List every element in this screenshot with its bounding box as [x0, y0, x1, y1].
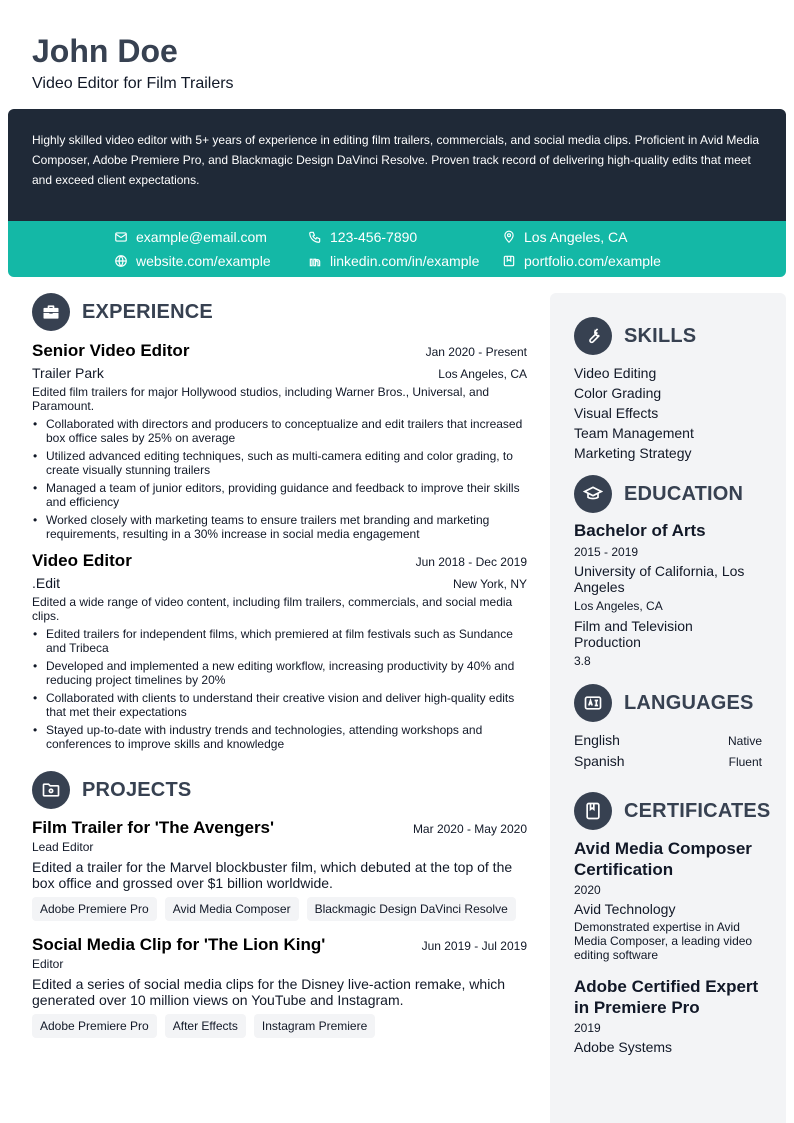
globe-icon	[114, 254, 128, 268]
job-bullets	[32, 627, 527, 751]
summary-panel	[8, 109, 786, 221]
map-pin-icon	[502, 230, 516, 244]
edu-school: University of California, Los Angeles	[574, 563, 745, 595]
edu-years: 2015 - 2019	[574, 545, 639, 559]
edu-degree: Bachelor of Arts	[574, 521, 706, 540]
projects-badge	[32, 771, 70, 809]
job-description: Edited a wide range of video content, including film trailers, commercials, and social media clips.	[32, 595, 513, 623]
job-dates: Jan 2020 - Present	[425, 345, 527, 359]
languages-title: LANGUAGES	[624, 691, 754, 714]
tag: Instagram Premiere	[254, 1014, 375, 1038]
certificates-header	[574, 792, 771, 830]
cert-issuer: Adobe Systems	[574, 1039, 673, 1055]
sidebar	[550, 293, 786, 1123]
job-company: Trailer Park	[32, 365, 104, 381]
project-tags	[32, 897, 527, 921]
skill-item: Video Editing	[574, 365, 657, 381]
skills-title: SKILLS	[624, 324, 697, 347]
phone-icon	[308, 230, 322, 244]
project-entry	[32, 935, 527, 1038]
contact-portfolio[interactable]	[502, 251, 661, 271]
contact-phone[interactable]	[308, 227, 417, 247]
linkedin-icon	[308, 254, 322, 268]
skill-item: Visual Effects	[574, 405, 659, 421]
project-dates: Mar 2020 - May 2020	[412, 822, 527, 836]
job-bullet: • Collaborated with directors and producers to conceptualize and edit trailers that increased box office sales by 25% on average	[32, 417, 527, 445]
contact-linkedin[interactable]	[308, 251, 479, 271]
language-icon	[583, 693, 603, 713]
graduation-cap-icon	[583, 484, 603, 504]
experience-badge	[32, 293, 70, 331]
contact-website-text: website.com/example	[136, 253, 271, 269]
skill-item: Marketing Strategy	[574, 445, 692, 461]
skill-item: Color Grading	[574, 385, 662, 401]
job-description: Edited film trailers for major Hollywood studios, including Warner Bros., Universal, and Paramount.	[32, 385, 490, 413]
contact-email[interactable]	[114, 227, 267, 247]
skills-badge	[574, 317, 612, 355]
mail-icon	[114, 230, 128, 244]
projects-title: PROJECTS	[82, 778, 192, 801]
job-bullet: • Edited trailers for independent films, which premiered at film festivals such as Sundance and Tribeca	[32, 627, 527, 655]
summary-text: Highly skilled video editor with 5+ years of experience in editing film trailers, commercials, and social media clips. Proficient in Avid Media Composer, Adobe Premiere Pro, and Blackmagic Design DaVinci Resolve. Proven track record of delivering high-quality edits that meet and exceed client expectations.	[32, 133, 760, 187]
certificate-entry	[574, 976, 762, 1055]
edu-gpa: 3.8	[574, 654, 591, 668]
language-name: Spanish	[574, 753, 625, 769]
certificates-badge	[574, 792, 612, 830]
edu-field: Film and Television Production	[574, 618, 693, 650]
languages-list	[574, 730, 762, 772]
main-column	[32, 293, 527, 1038]
job-bullet: • Stayed up-to-date with industry trends and technologies, attending workshops and conferences to improve skills and knowledge	[32, 723, 527, 751]
job-dates: Jun 2018 - Dec 2019	[415, 555, 527, 569]
cert-title: Avid Media Composer Certification	[574, 839, 752, 879]
contact-website[interactable]	[114, 251, 271, 271]
contact-portfolio-text: portfolio.com/example	[524, 253, 661, 269]
language-level: Native	[727, 734, 762, 748]
contact-location-text: Los Angeles, CA	[524, 229, 628, 245]
tag: Adobe Premiere Pro	[32, 897, 157, 921]
project-description: Edited a series of social media clips for the Disney live-action remake, which generated over 10 million views on YouTube and Instagram.	[32, 976, 506, 1008]
cert-year: 2019	[574, 1021, 601, 1035]
briefcase-icon	[41, 302, 61, 322]
education-badge	[574, 475, 612, 513]
tag: Blackmagic Design DaVinci Resolve	[307, 897, 516, 921]
language-name: English	[574, 732, 620, 748]
contact-bar	[8, 221, 786, 277]
language-item	[574, 751, 762, 772]
job-bullet: • Worked closely with marketing teams to ensure trailers met branding and marketing requirements, resulting in a 30% increase in social media engagement	[32, 513, 527, 541]
contact-email-text: example@email.com	[136, 229, 267, 245]
project-tags	[32, 1014, 527, 1038]
language-item	[574, 730, 762, 751]
education-title: EDUCATION	[624, 482, 744, 505]
skills-header	[574, 317, 762, 355]
job-bullet: • Utilized advanced editing techniques, such as multi-camera editing and color grading, to create visually stunning trailers	[32, 449, 527, 477]
job-role: Senior Video Editor	[32, 341, 190, 360]
cert-description: Demonstrated expertise in Avid Media Composer, a leading video editing software	[574, 920, 753, 962]
project-title: Film Trailer for 'The Avengers'	[32, 818, 275, 837]
education-entry	[574, 521, 762, 668]
wrench-icon	[583, 326, 603, 346]
job-company: .Edit	[32, 575, 61, 591]
job-role: Video Editor	[32, 551, 132, 570]
contact-location	[502, 227, 628, 247]
tag: Avid Media Composer	[165, 897, 299, 921]
skills-list	[574, 363, 762, 463]
certificate-entry	[574, 838, 762, 962]
project-role: Editor	[32, 957, 64, 971]
project-entry	[32, 818, 527, 921]
edu-location: Los Angeles, CA	[574, 599, 663, 613]
job-bullet: • Managed a team of junior editors, providing guidance and feedback to improve their skills and efficiency	[32, 481, 527, 509]
candidate-name: John Doe	[32, 33, 178, 69]
languages-badge	[574, 684, 612, 722]
job-location: Los Angeles, CA	[438, 367, 527, 381]
project-role: Lead Editor	[32, 840, 94, 854]
cert-issuer: Avid Technology	[574, 901, 676, 917]
contact-phone-text: 123-456-7890	[330, 229, 418, 245]
experience-title: EXPERIENCE	[82, 300, 213, 323]
job-entry	[32, 551, 527, 751]
contact-linkedin-text: linkedin.com/in/example	[330, 253, 480, 269]
language-level: Fluent	[728, 755, 762, 769]
languages-header	[574, 684, 762, 722]
project-description: Edited a trailer for the Marvel blockbuster film, which debuted at the top of the box office and grossed over $1 billion worldwide.	[32, 859, 513, 891]
candidate-title: Video Editor for Film Trailers	[32, 75, 234, 92]
education-header	[574, 475, 762, 513]
folder-icon	[41, 780, 61, 800]
projects-header	[32, 771, 527, 809]
job-bullets	[32, 417, 527, 541]
portfolio-icon	[502, 254, 516, 268]
job-bullet: • Collaborated with clients to understand their creative vision and deliver high-quality edits that met their expectations	[32, 691, 527, 719]
skill-item: Team Management	[574, 425, 694, 441]
job-entry	[32, 341, 527, 541]
cert-year: 2020	[574, 883, 601, 897]
cert-title: Adobe Certified Expert in Premiere Pro	[574, 977, 759, 1017]
project-title: Social Media Clip for 'The Lion King'	[32, 935, 326, 954]
resume-header	[32, 32, 234, 93]
tag: Adobe Premiere Pro	[32, 1014, 157, 1038]
certificates-title: CERTIFICATES	[624, 799, 771, 822]
tag: After Effects	[165, 1014, 246, 1038]
experience-header	[32, 293, 527, 331]
job-location: New York, NY	[452, 577, 527, 591]
project-dates: Jun 2019 - Jul 2019	[421, 939, 527, 953]
book-icon	[583, 801, 603, 821]
job-bullet: • Developed and implemented a new editing workflow, increasing productivity by 40% and reducing project timelines by 20%	[32, 659, 527, 687]
